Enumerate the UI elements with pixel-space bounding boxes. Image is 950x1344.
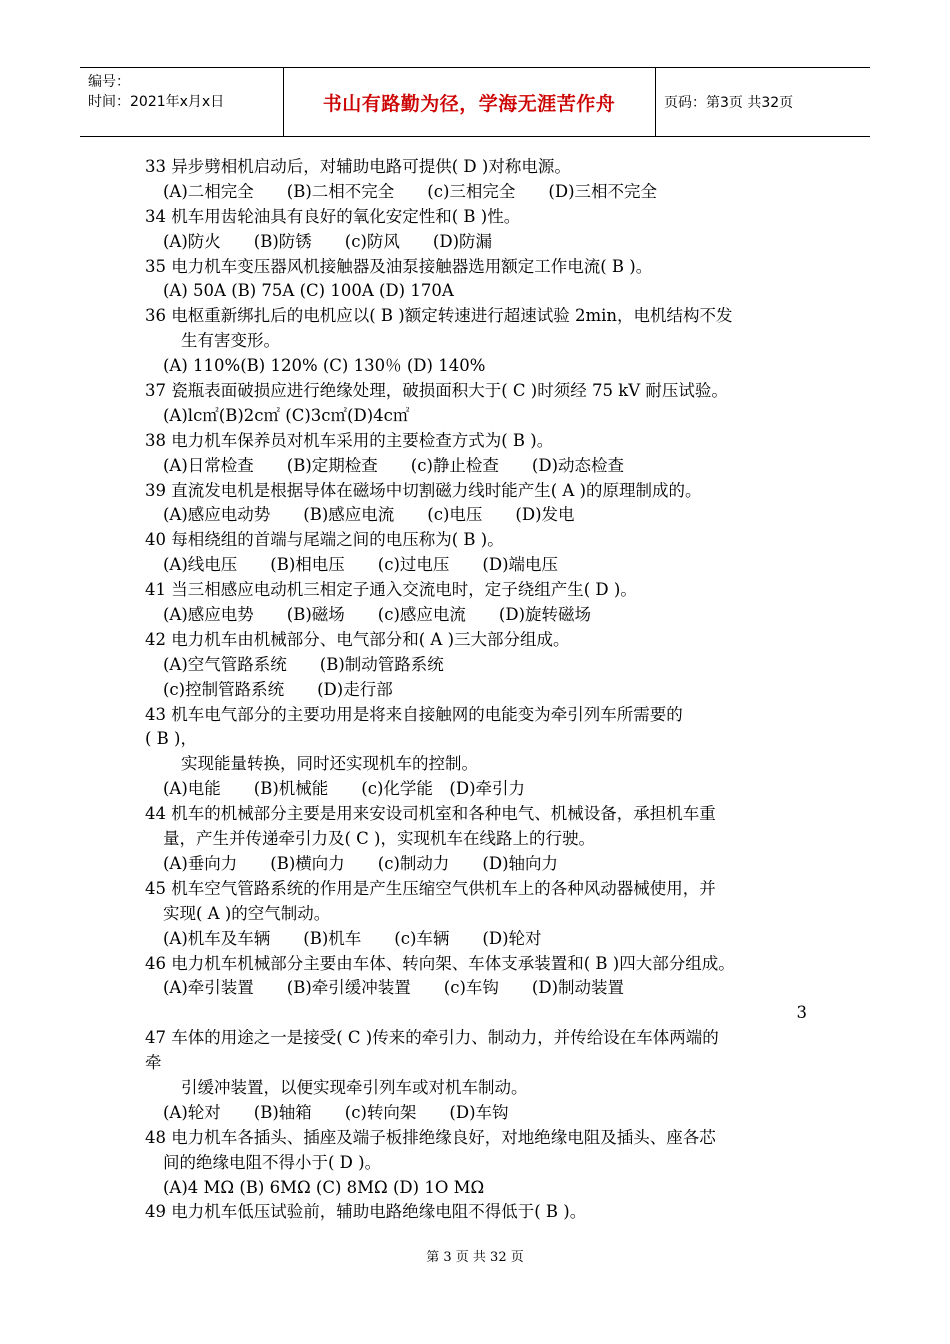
option-line: (A)二相完全 (B)二相不完全 (c)三相完全 (D)三相不完全 <box>163 181 658 201</box>
option-line: (A)电能 (B)机械能 (c)化学能 (D)牵引力 <box>163 779 526 799</box>
question-list <box>145 155 815 1225</box>
question-line: 35 电力机车变压器风机接触器及油泵接触器选用额定工作电流( B )。 <box>145 256 653 276</box>
option-line: (A)感应电动势 (B)感应电流 (c)电压 (D)发电 <box>163 505 575 525</box>
question-line: 44 机车的机械部分主要是用来安设司机室和各种电气、机械设备，承担机车重 <box>145 804 716 824</box>
question-line: 43 机车电气部分的主要功用是将来自接触网的电能变为牵引列车所需要的 <box>145 704 683 724</box>
header-divider-right <box>655 68 656 136</box>
option-line: (A)垂向力 (B)横向力 (c)制动力 (D)轴向力 <box>163 853 559 873</box>
header-motto: 书山有路勤为径，学海无涯苦作舟 <box>322 92 616 115</box>
option-line: (A)线电压 (B)相电压 (c)过电压 (D)端电压 <box>163 555 559 575</box>
question-line: 45 机车空气管路系统的作用是产生压缩空气供机车上的各种风动器械使用，并 <box>145 878 716 898</box>
question-line: 36 电枢重新绑扎后的电机应以( B )额定转速进行超速试验 2min，电机结构不发 <box>145 306 733 326</box>
option-line: (A)4 MΩ (B) 6MΩ (C) 8MΩ (D) 1O MΩ <box>163 1177 485 1197</box>
continuation-line: 间的绝缘电阻不得小于( D )。 <box>163 1152 382 1172</box>
continuation-line: 实现能量转换，同时还实现机车的控制。 <box>181 754 478 774</box>
continuation-line: 引缓冲装置，以便实现牵引列车或对机车制动。 <box>181 1077 528 1097</box>
page-footer: 第 3 页 共 32 页 <box>426 1250 524 1265</box>
question-line: 牵 <box>145 1053 162 1073</box>
continuation-line: 实现( A )的空气制动。 <box>163 903 331 923</box>
option-line: (A)轮对 (B)轴箱 (c)转向架 (D)车钩 <box>163 1102 509 1122</box>
option-line: (A)日常检查 (B)定期检查 (c)静止检查 (D)动态检查 <box>163 455 625 475</box>
option-line: (A)空气管路系统 (B)制动管路系统 <box>163 654 444 674</box>
option-line: (A)感应电势 (B)磁场 (c)感应电流 (D)旋转磁场 <box>163 605 592 625</box>
question-line: 47 车体的用途之一是接受( C )传来的牵引力、制动力，并传给设在车体两端的 <box>145 1028 719 1048</box>
question-line: 46 电力机车机械部分主要由车体、转向架、车体支承装置和( B )四大部分组成。 <box>145 953 735 973</box>
option-line: (A) 50A (B) 75A (C) 100A (D) 170A <box>163 281 454 301</box>
page-header <box>80 67 870 137</box>
document-time-label: 时间：2021年x月x日 <box>88 94 225 110</box>
document-number-label: 编号： <box>88 74 130 90</box>
option-line: (c)控制管路系统 (D)走行部 <box>163 679 393 699</box>
option-line: (A)牵引装置 (B)牵引缓冲装置 (c)车钩 (D)制动装置 <box>163 978 625 998</box>
option-line: (A) 110%(B) 120% (C) 130％ (D) 140% <box>163 356 486 376</box>
question-line: 34 机车用齿轮油具有良好的氧化安定性和( B )性。 <box>145 206 521 226</box>
continuation-line: 量，产生并传递牵引力及( C )，实现机车在线路上的行驶。 <box>163 829 595 849</box>
question-line: 42 电力机车由机械部分、电气部分和( A )三大部分组成。 <box>145 629 570 649</box>
header-page-info: 页码：第3页 共32页 <box>664 95 794 111</box>
question-line: 37 瓷瓶表面破损应进行绝缘处理，破损面积大于( C )时须经 75 kV 耐压试验。 <box>145 381 728 401</box>
question-line: 48 电力机车各插头、插座及端子板排绝缘良好，对地绝缘电阻及插头、座各芯 <box>145 1127 716 1147</box>
header-meta <box>88 72 224 112</box>
question-line: 39 直流发电机是根据导体在磁场中切割磁力线时能产生( A )的原理制成的。 <box>145 480 702 500</box>
page-number-marker: 3 <box>796 1003 807 1023</box>
continuation-line: 生有害变形。 <box>181 331 280 351</box>
option-line: (A)防火 (B)防锈 (c)防风 (D)防漏 <box>163 231 493 251</box>
question-line: 49 电力机车低压试验前，辅助电路绝缘电阻不得低于( B )。 <box>145 1202 587 1222</box>
option-line: (A)lc㎡(B)2c㎡ (C)3c㎡(D)4c㎡ <box>163 405 410 425</box>
question-line: ( B )， <box>145 729 197 749</box>
option-line: (A)机车及车辆 (B)机车 (c)车辆 (D)轮对 <box>163 928 542 948</box>
question-line: 41 当三相感应电动机三相定子通入交流电时，定子绕组产生( D )。 <box>145 580 637 600</box>
question-line: 33 异步劈相机启动后，对辅助电路可提供( D )对称电源。 <box>145 157 571 176</box>
question-line: 38 电力机车保养员对机车采用的主要检查方式为( B )。 <box>145 430 554 450</box>
question-line: 40 每相绕组的首端与尾端之间的电压称为( B )。 <box>145 530 504 550</box>
